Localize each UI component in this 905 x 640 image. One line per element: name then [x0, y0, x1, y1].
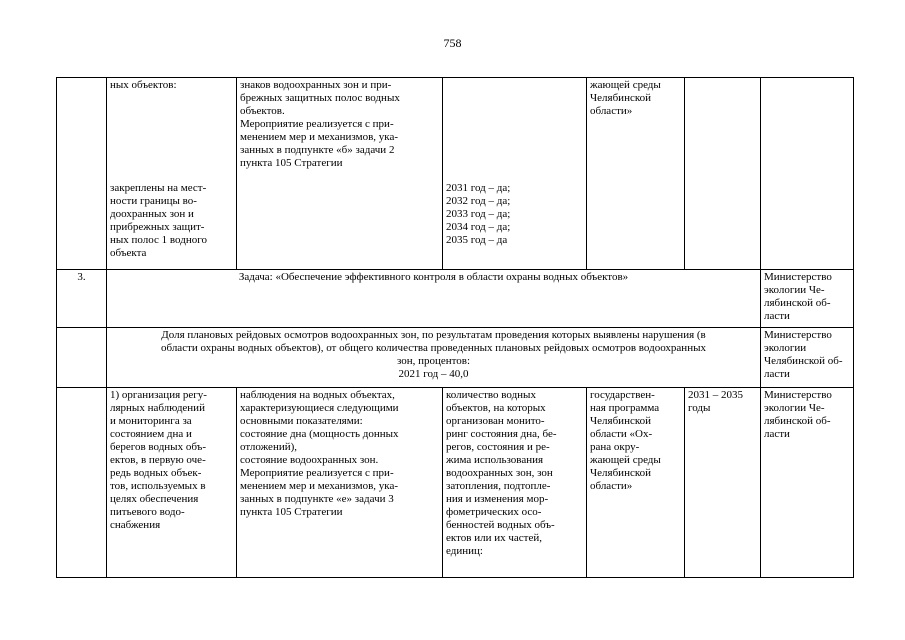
cell-number	[57, 388, 107, 578]
cell-responsible: Министерство экологии Че- лябинской об- ласти	[761, 388, 854, 578]
table-row-task	[57, 270, 854, 328]
cell-period	[685, 78, 761, 270]
cell-event	[107, 78, 237, 270]
strategy-table	[56, 77, 854, 578]
cell-responsible: Министерство экологии Челябинской об- ласти	[761, 328, 854, 388]
table-row-indicator	[57, 328, 854, 388]
cell-event: 1) организация регу- лярных наблюдений и мониторинга за состоянием дна и берегов водных объ- ектов, в первую оче- редь водных объек- тов, используемых в целях обеспечения питьевого водо- снабжения	[107, 388, 237, 578]
cell-values	[443, 78, 587, 270]
page-number: 758	[443, 36, 462, 50]
cell-number	[57, 328, 107, 388]
cell-program: жающей среды Челябинской области»	[587, 78, 685, 270]
cell-task: Задача: «Обеспечение эффективного контроля в области охраны водных объектов»	[107, 270, 761, 328]
cell-period: 2031 – 2035 годы	[685, 388, 761, 578]
cell-values: количество водных объектов, на которых организован монито- ринг состояния дна, бе- регов, состояния и ре- жима использования водоохранных зон, зон затопления, подтопле- ния и изменения мор- фометрических осо- бенностей водных объ- ектов или их частей, единиц:	[443, 388, 587, 578]
cell-description: знаков водоохранных зон и при- брежных защитных полос водных объектов. Мероприятие реализуется с при- менением мер и механизмов, ука- занных в подпункте «б» задачи 2 пункта 105 Стратегии	[237, 78, 443, 270]
cell-number: 3.	[57, 270, 107, 328]
cell-description: наблюдения на водных объектах, характеризующиеся следующими основными показателями: состояние дна (мощность донных отложений), состояние водоохранных зон. Мероприятие реализуется с при- менением мер и механизмов, ука- занных в подпункте «е» задачи 3 пункта 105 Стратегии	[237, 388, 443, 578]
cell-responsible	[761, 78, 854, 270]
cell-indicator: Доля плановых рейдовых осмотров водоохранных зон, по результатам проведения которых выявлены нарушения (в области охраны водных объектов), от общего количества проведенных плановых рейдовых осмотров водоохранных зон, процентов: 2021 год – 40,0	[107, 328, 761, 388]
table-row-event	[57, 388, 854, 578]
event-text: ных объектов:	[110, 79, 177, 91]
cell-responsible: Министерство экологии Че- лябинской об- ласти	[761, 270, 854, 328]
indicator-text: закреплены на мест- ности границы во- доохранных зон и прибрежных защит- ных полос 1 водного объекта	[110, 182, 207, 259]
cell-program: государствен- ная программа Челябинской области «Ох- рана окру- жающей среды Челябинской области»	[587, 388, 685, 578]
values-text: 2031 год – да; 2032 год – да; 2033 год – да; 2034 год – да; 2035 год – да	[446, 182, 511, 246]
cell-number	[57, 78, 107, 270]
table-row-continuation	[57, 78, 854, 270]
